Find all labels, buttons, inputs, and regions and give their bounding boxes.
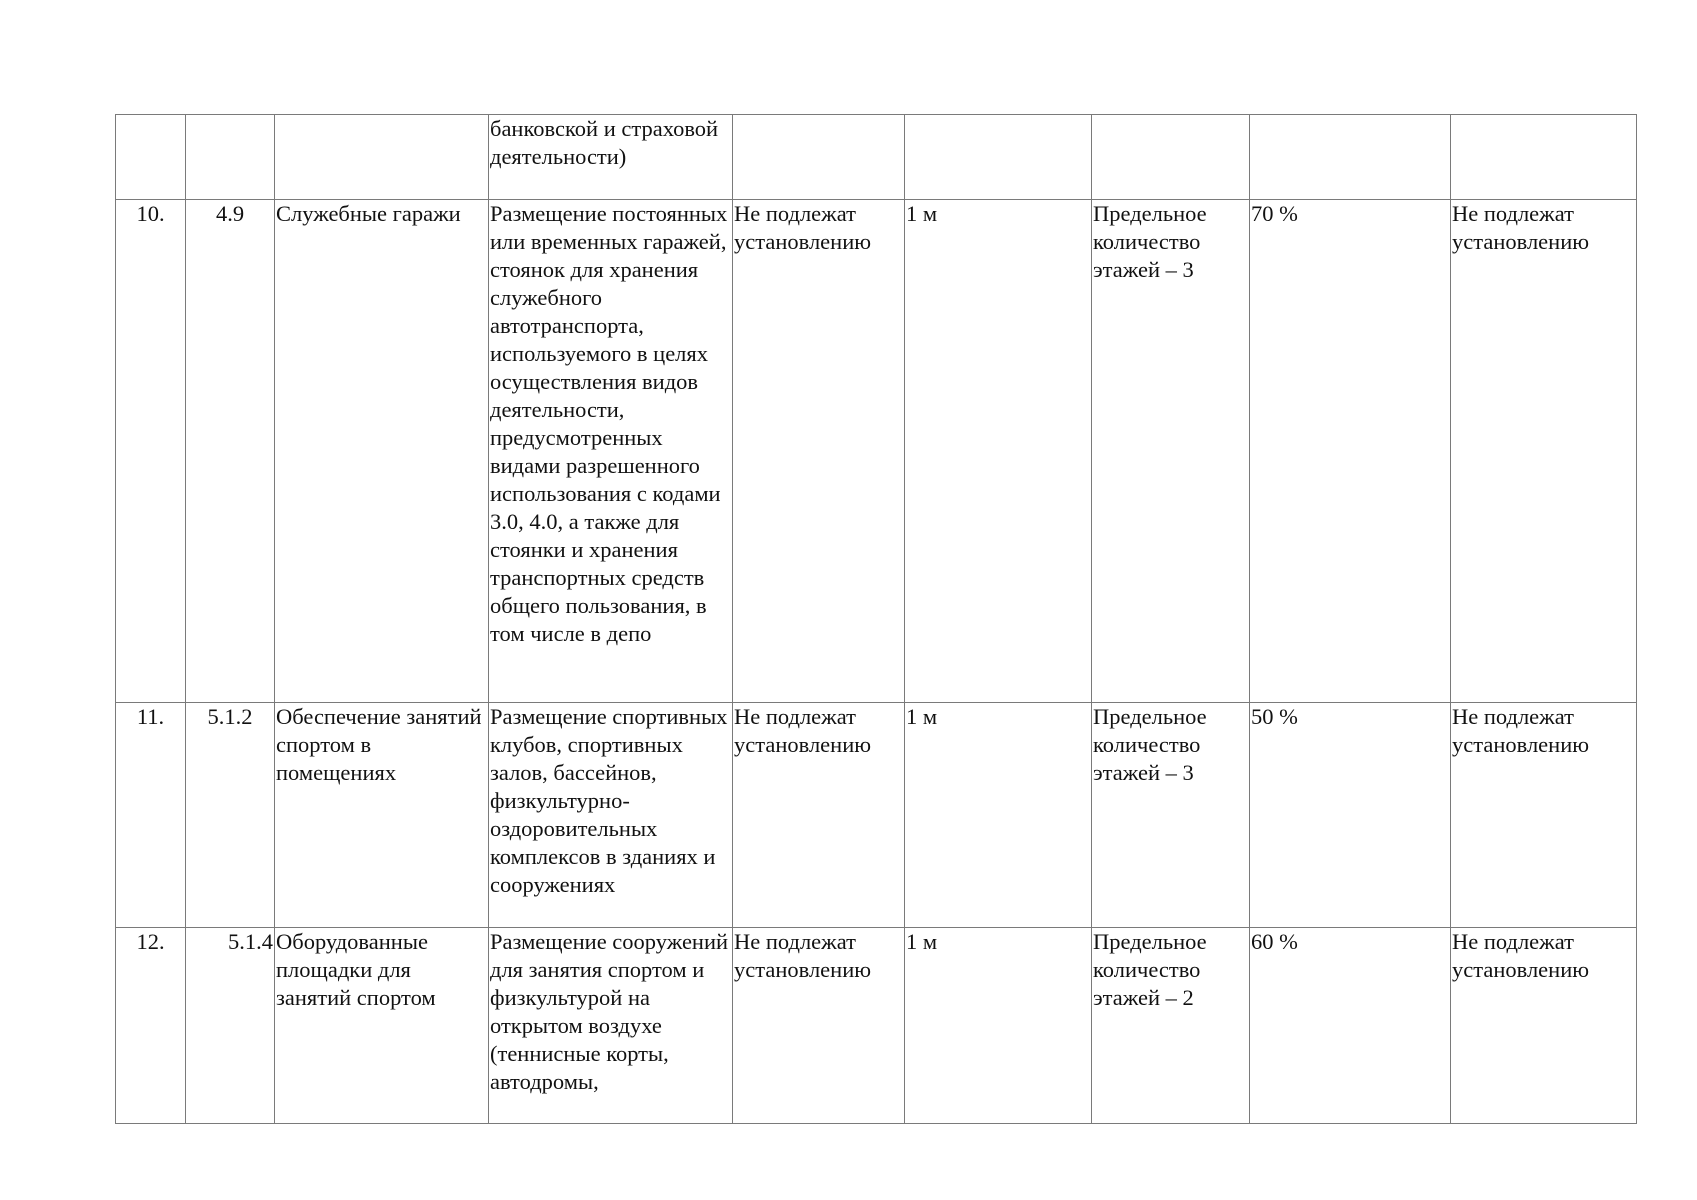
description-cell: Размещение постоянных или временных гаражей, стоянок для хранения служебного автотранспорта, используемого в целях осуществления видов деятельности, предусмотренных видами разрешенного использования с кодами 3.0, 4.0, а также для стоянки и хранения транспортных средств общего пользования, в том числе в депо <box>489 200 733 703</box>
min-size-cell <box>733 115 905 200</box>
other-cell: Не подлежат установлению <box>1451 703 1637 928</box>
indent-cell: 1 м <box>905 928 1092 1124</box>
indent-cell: 1 м <box>905 200 1092 703</box>
zoning-regulations-table <box>115 114 1637 1124</box>
description-cell: банковской и страховой деятельности) <box>489 115 733 200</box>
coverage-cell: 70 % <box>1250 200 1451 703</box>
other-cell <box>1451 115 1637 200</box>
code-cell: 4.9 <box>186 200 275 703</box>
floors-cell: Предельное количество этажей – 3 <box>1092 703 1250 928</box>
indent-cell <box>905 115 1092 200</box>
code-cell: 5.1.2 <box>186 703 275 928</box>
indent-cell: 1 м <box>905 703 1092 928</box>
other-cell: Не подлежат установлению <box>1451 200 1637 703</box>
table-row <box>116 703 1637 928</box>
floors-cell: Предельное количество этажей – 2 <box>1092 928 1250 1124</box>
row-number-cell: 12. <box>116 928 186 1124</box>
description-cell: Размещение сооружений для занятия спортом и физкультурой на открытом воздухе (теннисные корты, автодромы, <box>489 928 733 1124</box>
table-row <box>116 928 1637 1124</box>
other-cell: Не подлежат установлению <box>1451 928 1637 1124</box>
use-name-cell: Обеспечение занятий спортом в помещениях <box>275 703 489 928</box>
code-cell <box>186 115 275 200</box>
min-size-cell: Не подлежат установлению <box>733 200 905 703</box>
use-name-cell: Служебные гаражи <box>275 200 489 703</box>
coverage-cell: 50 % <box>1250 703 1451 928</box>
floors-cell: Предельное количество этажей – 3 <box>1092 200 1250 703</box>
row-number-cell: 11. <box>116 703 186 928</box>
coverage-cell: 60 % <box>1250 928 1451 1124</box>
table-row <box>116 200 1637 703</box>
code-cell: 5.1.4 <box>186 928 275 1124</box>
floors-cell <box>1092 115 1250 200</box>
min-size-cell: Не подлежат установлению <box>733 703 905 928</box>
use-name-cell <box>275 115 489 200</box>
table-row <box>116 115 1637 200</box>
row-number-cell <box>116 115 186 200</box>
use-name-cell: Оборудованные площадки для занятий спортом <box>275 928 489 1124</box>
row-number-cell: 10. <box>116 200 186 703</box>
description-cell: Размещение спортивных клубов, спортивных залов, бассейнов, физкультурно-оздоровительных комплексов в зданиях и сооружениях <box>489 703 733 928</box>
coverage-cell <box>1250 115 1451 200</box>
min-size-cell: Не подлежат установлению <box>733 928 905 1124</box>
